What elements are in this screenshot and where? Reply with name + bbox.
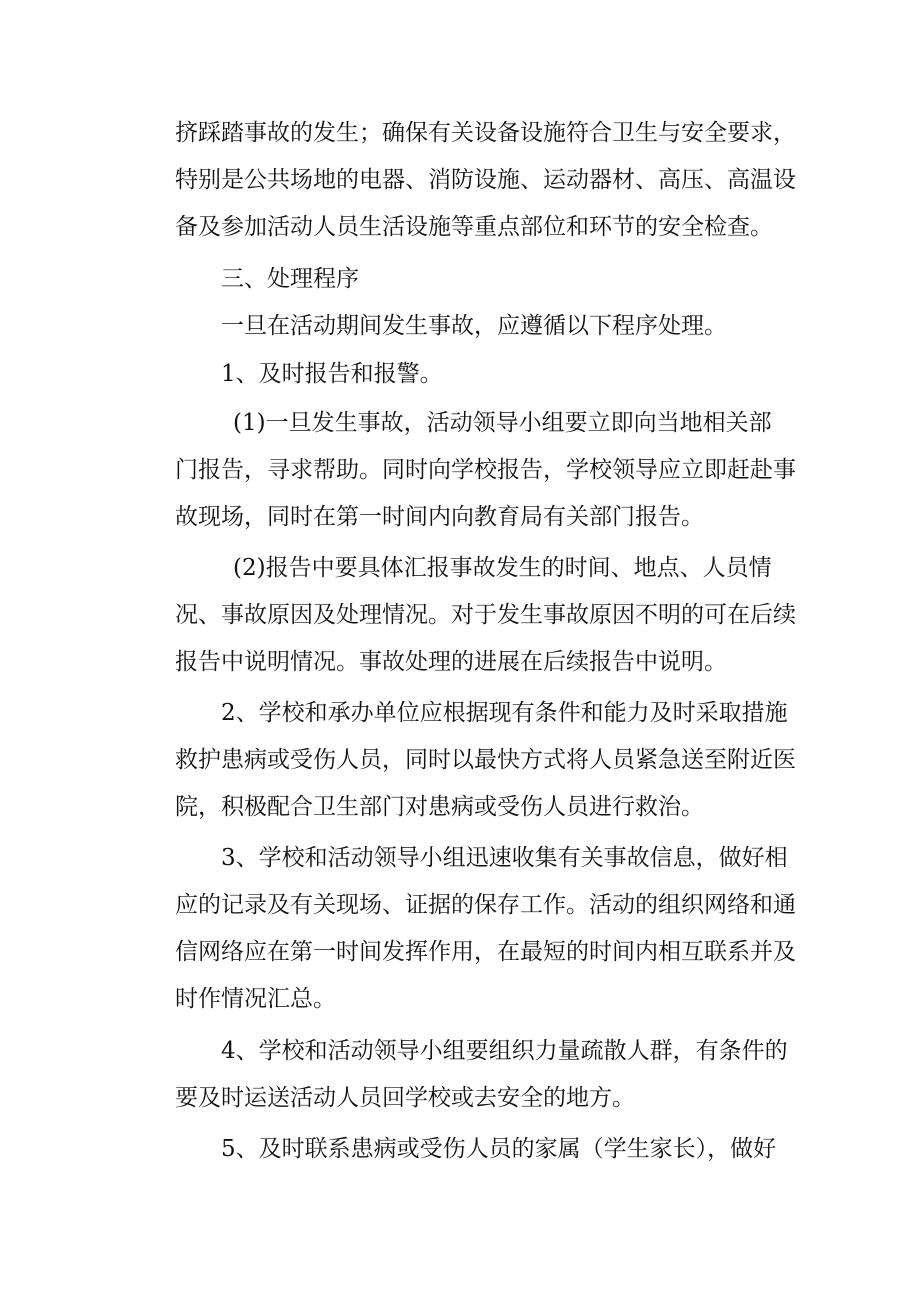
text-line: 3、学校和活动领导小组迅速收集有关事故信息，做好相 [221,845,788,871]
text-line: 况、事故原因及处理情况。对于发生事故原因不明的可在后续 [175,602,796,628]
text-line: 报告中说明情况。事故处理的进展在后续报告中说明。 [175,649,727,675]
text-line: 1、及时报告和报警。 [221,361,443,387]
text-line: 4、学校和活动领导小组要组织力量疏散人群，有条件的 [221,1038,788,1064]
text-line: (1)一旦发生事故，活动领导小组要立即向当地相关部 [233,410,772,436]
text-line: 故现场，同时在第一时间内向教育局有关部门报告。 [175,504,704,530]
list-item-family [175,1126,777,1173]
heading-text: 三、处理程序 [221,266,359,292]
text-line: 一旦在活动期间发生事故，应遵循以下程序处理。 [221,313,727,339]
sub-item-2 [175,545,796,686]
list-item-evacuate [175,1028,788,1122]
text-line: (2)报告中要具体汇报事故发生的时间、地点、人员情 [233,555,772,581]
text-line: 院，积极配合卫生部门对患病或受伤人员进行救治。 [175,794,704,820]
list-item-rescue [175,690,796,831]
text-line: 特别是公共场地的电器、消防设施、运动器材、高压、高温设 [175,167,796,193]
text-line: 应的记录及有关现场、证据的保存工作。活动的组织网络和通 [175,892,796,918]
text-line: 信网络应在第一时间发挥作用，在最短的时间内相互联系并及 [175,939,796,965]
text-line: 备及参加活动人员生活设施等重点部位和环节的安全检查。 [175,214,773,240]
paragraph-safety-inspection [175,110,796,251]
section-heading-procedure [175,256,755,303]
text-line: 时作情况汇总。 [175,986,336,1012]
sub-item-1 [175,400,796,541]
text-line: 救护患病或受伤人员，同时以最快方式将人员紧急送至附近医 [175,747,796,773]
text-line: 2、学校和承办单位应根据现有条件和能力及时采取措施 [221,700,788,726]
list-item-report [175,351,755,398]
paragraph-intro [175,303,755,350]
text-line: 门报告，寻求帮助。同时向学校报告，学校领导应立即赶赴事 [175,457,796,483]
text-line: 5、及时联系患病或受伤人员的家属（学生家长），做好 [221,1136,777,1162]
list-item-info [175,835,796,1023]
text-line: 要及时运送活动人员回学校或去安全的地方。 [175,1085,635,1111]
text-line: 挤踩踏事故的发生；确保有关设备设施符合卫生与安全要求， [175,120,796,146]
